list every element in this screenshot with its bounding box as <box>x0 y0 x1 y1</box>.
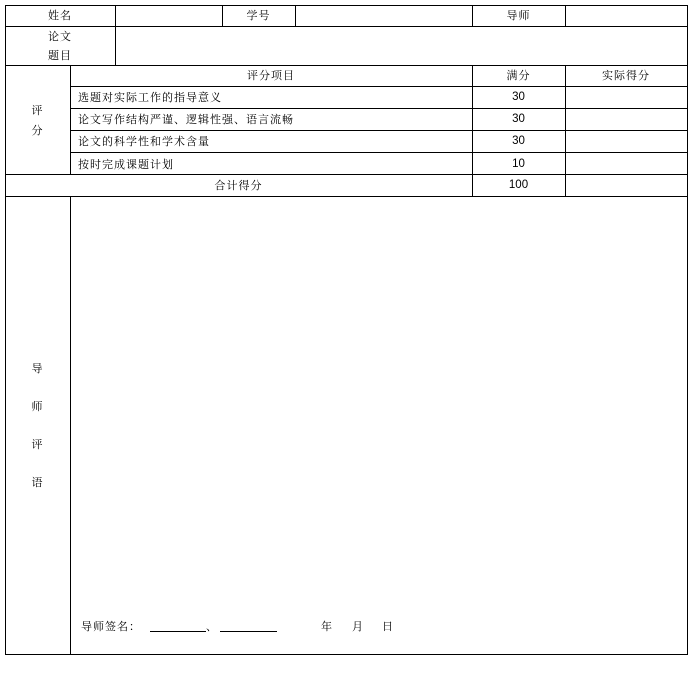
signature-blank-1[interactable] <box>150 631 206 632</box>
col-item-header: 评分项目 <box>247 69 295 82</box>
date-year-label: 年 <box>321 620 333 633</box>
score-item-1-actual-field[interactable] <box>566 87 687 108</box>
comments-label-char-4: 语 <box>31 476 44 489</box>
name-label: 姓名 <box>48 9 72 22</box>
date-month-label: 月 <box>352 620 364 633</box>
score-item-2-actual-field[interactable] <box>566 109 687 130</box>
rule-bottom <box>5 654 688 655</box>
thesis-title-label-line2: 题目 <box>48 49 72 62</box>
scoring-label-line1: 评 <box>31 104 44 117</box>
scoring-label-line2: 分 <box>31 124 44 137</box>
score-item-3-full: 30 <box>512 135 525 147</box>
date-day-label: 日 <box>382 620 394 633</box>
rule-below-title <box>5 65 688 66</box>
col-full-score-header: 满分 <box>506 69 531 82</box>
comments-label-char-1: 导 <box>31 362 44 375</box>
total-actual-field[interactable] <box>566 175 687 196</box>
comments-label-char-2: 师 <box>31 400 44 413</box>
rule-scoring-full <box>472 65 473 197</box>
score-item-3-label: 论文的科学性和学术含量 <box>78 135 210 148</box>
thesis-title-label-line1: 论文 <box>48 30 72 43</box>
score-item-2-full: 30 <box>512 113 525 125</box>
comments-field[interactable] <box>71 197 687 607</box>
thesis-title-field[interactable] <box>116 27 687 65</box>
rule-left <box>5 5 6 655</box>
signature-blank-2[interactable] <box>220 631 277 632</box>
score-item-1-full: 30 <box>512 91 525 103</box>
col-actual-score-header: 实际得分 <box>602 69 650 82</box>
score-item-1-label: 选题对实际工作的指导意义 <box>78 91 222 104</box>
score-item-2-label: 论文写作结构严谨、逻辑性强、语言流畅 <box>78 113 294 126</box>
signature-separator: 、 <box>206 620 218 633</box>
score-item-4-actual-field[interactable] <box>566 153 687 174</box>
student-id-label: 学号 <box>246 9 271 22</box>
score-item-4-label: 按时完成课题计划 <box>78 158 174 171</box>
score-item-3-actual-field[interactable] <box>566 131 687 152</box>
name-field[interactable] <box>116 6 222 26</box>
student-id-field[interactable] <box>296 6 472 26</box>
total-full: 100 <box>508 179 529 191</box>
advisor-label: 导师 <box>506 9 531 22</box>
advisor-field[interactable] <box>566 6 687 26</box>
total-label: 合计得分 <box>214 179 263 192</box>
comments-label-char-3: 评 <box>31 438 44 451</box>
signature-label: 导师签名： <box>81 620 141 633</box>
rule-right <box>687 5 688 655</box>
score-item-4-full: 10 <box>512 158 525 170</box>
